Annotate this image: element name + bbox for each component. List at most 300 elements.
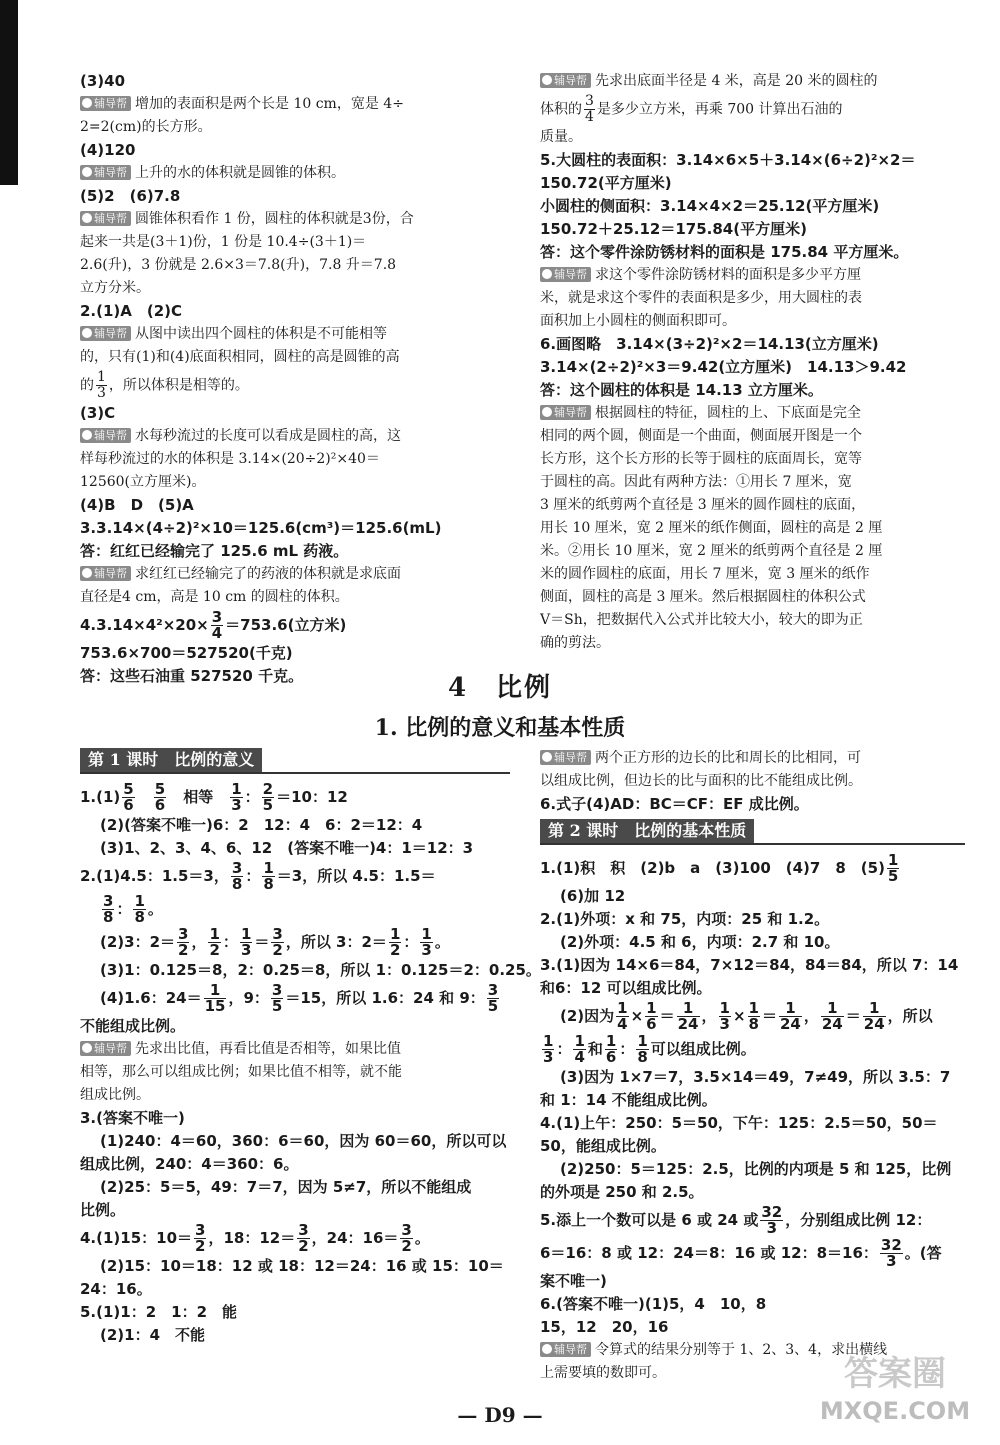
answer-line: 150.72＋25.12＝175.84(平方厘米)	[540, 220, 807, 238]
watermark-url: MXQE.COM	[819, 1397, 971, 1425]
answer-line: 立方分米。	[80, 280, 150, 296]
hint-tag-label: 辅导帮	[94, 429, 127, 442]
fraction-numerator: 1	[209, 925, 220, 943]
answer-line: 3 厘米的纸剪两个直径是 3 厘米的圆作圆柱的底面，	[540, 497, 866, 513]
page-number: — D9 —	[457, 1403, 543, 1427]
fraction-denominator: 3	[231, 796, 242, 814]
fraction	[420, 927, 432, 958]
fraction-denominator: 3	[766, 1219, 777, 1237]
hint-tag	[540, 405, 591, 420]
answer-text: 体积的	[540, 101, 582, 118]
fraction	[645, 1001, 657, 1032]
fraction	[636, 1034, 648, 1065]
fraction-denominator: 4	[617, 1015, 628, 1033]
fraction-denominator: 2	[401, 1237, 412, 1255]
answer-text: ×	[732, 1007, 746, 1025]
answer-line: 2.(1)A (2)C	[80, 302, 183, 320]
answer-line: 3.3.14×(4÷2)²×10＝125.6(cm³)＝125.6(mL)	[80, 519, 442, 537]
hint-tag-label: 辅导帮	[94, 327, 127, 340]
fraction	[748, 1001, 760, 1032]
fraction	[204, 983, 227, 1014]
fraction-numerator: 1	[204, 983, 227, 999]
answer-text: 相等	[168, 788, 229, 806]
answer-line: 的，只有(1)和(4)底面积相同，圆柱的高是圆锥的高	[80, 349, 400, 365]
fraction	[821, 1001, 844, 1032]
lesson-1-answers	[80, 780, 541, 1346]
answer-text: ＝	[254, 933, 270, 951]
fraction-numerator: 1	[231, 780, 242, 798]
page-edge-bar	[0, 0, 18, 185]
answer-line: (2)1：4 不能	[100, 1326, 206, 1344]
answer-line: (3)40	[80, 72, 126, 90]
fraction	[542, 1034, 554, 1065]
answer-line: (5)2 (6)7.8	[80, 187, 181, 205]
fraction	[880, 1238, 903, 1269]
hint-line	[540, 71, 965, 92]
fraction	[389, 927, 401, 958]
hint-text: 求红红已经输完了的药液的体积就是求底面	[135, 566, 401, 582]
hint-badge-icon	[82, 213, 92, 223]
hint-tag	[540, 73, 591, 88]
answer-text: ，24：16＝	[311, 1229, 399, 1247]
fraction	[271, 927, 283, 958]
hint-text: 求这个零件涂防锈材料的面积是多少平方厘	[595, 267, 861, 283]
fraction-numerator: 1	[863, 1001, 886, 1017]
answer-line: 和6：12 可以组成比例。	[540, 979, 712, 997]
answer-line: V＝Sh，把数据代入公式并比较大小，较大的即为正	[540, 612, 863, 628]
answer-text: 。	[434, 933, 450, 951]
answer-text: ，9：	[228, 989, 269, 1007]
hint-badge-icon	[542, 407, 552, 417]
fraction-numerator: 32	[880, 1236, 902, 1254]
answer-line	[80, 861, 510, 892]
hint-tag	[80, 211, 131, 226]
answer-line: 12560(立方厘米)。	[80, 474, 206, 490]
fraction-numerator: 1	[821, 1001, 844, 1017]
bottom-right-column	[540, 748, 965, 1386]
lesson-1-title: 第 1 课时 比例的意义	[80, 748, 262, 772]
hint-tag-label: 辅导帮	[554, 751, 587, 764]
fraction-numerator: 1	[134, 892, 145, 910]
answer-line	[540, 1034, 965, 1065]
fraction	[154, 782, 166, 813]
answer-line: 比例。	[80, 1201, 126, 1219]
answer-text: ：	[222, 933, 238, 951]
answer-line: 样每秒流过的水的体积是 3.14×(20÷2)²×40＝	[80, 451, 380, 467]
answer-line	[80, 610, 510, 641]
fraction-denominator: 6	[646, 1015, 657, 1033]
fraction-numerator: 3	[195, 1221, 206, 1239]
hint-tag	[80, 566, 131, 581]
fraction-denominator: 3	[719, 1015, 730, 1033]
fraction-denominator: 5	[271, 997, 283, 1015]
hint-tag	[80, 1041, 131, 1056]
hint-badge-icon	[542, 269, 552, 279]
hint-badge-icon	[542, 75, 552, 85]
fraction-denominator: 5	[887, 867, 899, 885]
fraction	[863, 1001, 886, 1032]
hint-tag	[80, 165, 131, 180]
answer-text: ，	[191, 933, 207, 951]
fraction-denominator: 2	[195, 1237, 206, 1255]
answer-line: (3)C	[80, 404, 116, 422]
fraction-denominator: 6	[154, 796, 166, 814]
answer-line: 米的圆作圆柱的底面，用长 7 厘米，宽 3 厘米的纸作	[540, 566, 870, 582]
answer-line	[80, 894, 510, 925]
fraction-numerator: 32	[761, 1203, 783, 1221]
fraction	[605, 1034, 617, 1065]
hint-text: 水每秒流过的长度可以看成是圆柱的高，这	[135, 428, 401, 444]
answer-line: 答：这个圆柱的体积是 14.13 立方厘米。	[540, 381, 823, 399]
fraction-denominator: 24	[863, 1015, 885, 1033]
fraction	[760, 1205, 783, 1236]
fraction	[231, 861, 243, 892]
fraction-denominator: 3	[97, 385, 106, 401]
answer-line: 6.(答案不唯一)(1)5，4 10，8	[540, 1295, 767, 1313]
answer-text: ＝10：12	[276, 788, 348, 806]
hint-line	[540, 748, 965, 769]
hint-line	[80, 1039, 510, 1060]
answer-line: (2)(答案不唯一)6：2 12：4 6：2＝12：4	[100, 816, 423, 834]
answer-line: 以组成比例，但边长的比与面积的比不能组成比例。	[540, 773, 862, 789]
answer-line: (3)1：0.125＝8，2：0.25＝8，所以 1：0.125＝2：0.25。	[100, 961, 541, 979]
fraction-numerator: 1	[421, 925, 432, 943]
hint-line	[80, 324, 510, 345]
lesson-2-answers	[540, 853, 965, 1384]
answer-text: ，	[701, 1007, 717, 1025]
answer-text: ＝15，所以 1.6：24 和 9：	[285, 989, 485, 1007]
fraction-numerator: 3	[231, 859, 243, 877]
fraction-numerator: 1	[263, 859, 274, 877]
fraction-numerator: 3	[271, 981, 283, 999]
watermark-logo	[800, 1352, 990, 1432]
answer-line: 面积加上小圆柱的侧面积即可。	[540, 313, 736, 329]
answer-text: ：	[245, 867, 261, 885]
fraction-denominator: 2	[389, 941, 401, 959]
answer-text: 可以组成比例。	[650, 1040, 756, 1058]
hint-tag-label: 辅导帮	[94, 97, 127, 110]
hint-line	[80, 426, 510, 447]
answer-line: 5.大圆柱的表面积：3.14×6×5＋3.14×(6÷2)²×2＝	[540, 151, 916, 169]
hint-tag-label: 辅导帮	[554, 406, 587, 419]
answer-text: ，所以	[887, 1007, 933, 1025]
answer-line	[540, 94, 965, 125]
lesson-1-header	[80, 748, 510, 774]
fraction-numerator: 1	[574, 1032, 585, 1050]
fraction-denominator: 3	[421, 941, 432, 959]
answer-text: 6＝16：8 或 12：24＝8：16 或 12：8＝16：	[540, 1244, 878, 1262]
fraction	[616, 1001, 628, 1032]
fraction	[297, 1223, 309, 1254]
fraction-denominator: 8	[263, 875, 274, 893]
fraction-denominator: 5	[487, 997, 499, 1015]
answer-line	[540, 1205, 965, 1236]
answer-line: 用长 10 厘米，宽 2 厘米的纸作侧面，圆柱的高是 2 厘	[540, 520, 883, 536]
hint-tag	[540, 750, 591, 765]
fraction	[211, 610, 223, 641]
fraction-denominator: 4	[211, 624, 223, 642]
answer-line: 3.(1)因为 14×6＝84，7×12＝84，84＝84，所以 7：14	[540, 956, 959, 974]
answer-line: 质量。	[540, 129, 582, 145]
hint-badge-icon	[82, 328, 92, 338]
answer-text: ，18：12＝	[208, 1229, 296, 1247]
fraction-denominator: 3	[543, 1048, 554, 1066]
hint-text: 根据圆柱的特征，圆柱的上、下底面是完全	[595, 405, 861, 421]
answer-line: 50，能组成比例。	[540, 1137, 666, 1155]
hint-tag-label: 辅导帮	[554, 74, 587, 87]
fraction-numerator: 3	[211, 608, 223, 626]
answer-line: (2)250：5＝125：2.5，比例的内项是 5 和 125，比例	[560, 1160, 952, 1178]
fraction-denominator: 2	[209, 941, 220, 959]
fraction-numerator: 1	[97, 369, 106, 385]
answer-line: 组成比例，240：4＝360：6。	[80, 1155, 299, 1173]
answer-text: (4)1.6：24＝	[100, 989, 202, 1007]
hint-tag	[80, 428, 131, 443]
fraction-denominator: 15	[204, 997, 226, 1015]
hint-badge-icon	[82, 167, 92, 177]
answer-line: (2)15：10＝18：12 或 18：12＝24：16 或 15：10＝	[100, 1257, 504, 1275]
answer-text: ＝753.6(立方米)	[225, 616, 347, 634]
hint-tag-label: 辅导帮	[94, 567, 127, 580]
answer-line: 组成比例。	[80, 1087, 150, 1103]
answer-line	[80, 782, 510, 813]
answer-line: 3.14×(2÷2)²×3＝9.42(立方厘米) 14.13＞9.42	[540, 358, 907, 376]
answer-line: (3)因为 1×7＝7，3.5×14＝49，7≠49，所以 3.5：7	[560, 1068, 951, 1086]
hint-text: 圆锥体积看作 1 份，圆柱的体积就是3份，合	[135, 211, 414, 227]
hint-line	[540, 265, 965, 286]
fraction-denominator: 6	[605, 1048, 617, 1066]
fraction-denominator: 24	[677, 1015, 699, 1033]
section-title: 1. 比例的意义和基本性质	[374, 715, 626, 741]
hint-line	[540, 403, 965, 424]
answer-text: ＝	[845, 1007, 861, 1025]
answer-line: 长方形，这个长方形的长等于圆柱的底面周长，宽等	[540, 451, 862, 467]
fraction-numerator: 1	[677, 1001, 700, 1017]
fraction-numerator: 1	[240, 925, 252, 943]
lesson-2-header	[540, 819, 965, 845]
answer-text: ：	[403, 933, 419, 951]
fraction-denominator: 2	[178, 941, 189, 959]
hint-text: 从图中读出四个圆柱的体积是不可能相等	[135, 326, 387, 342]
answer-text: (2)因为	[560, 1007, 615, 1025]
hint-tag-label: 辅导帮	[94, 1042, 127, 1055]
fraction-denominator: 2	[298, 1237, 309, 1255]
answer-text: 1.(1)	[80, 788, 121, 806]
hint-text: 增加的表面积是两个长是 10 cm，宽是 4÷	[135, 96, 404, 112]
fraction-denominator: 8	[134, 908, 145, 926]
answer-line: (4)B D (5)A	[80, 496, 194, 514]
hint-tag-label: 辅导帮	[554, 1343, 587, 1356]
fraction-numerator: 5	[123, 780, 134, 798]
answer-line: 753.6×700＝527520(千克)	[80, 644, 293, 662]
lesson-2-title: 第 2 课时 比例的基本性质	[540, 819, 754, 843]
fraction	[177, 927, 189, 958]
hint-badge-icon	[82, 98, 92, 108]
answer-line: 侧面，圆柱的高是 3 厘米。然后根据圆柱的体积公式	[540, 589, 866, 605]
fraction	[102, 894, 114, 925]
answer-text: 。(答	[904, 1244, 942, 1262]
answer-line: 6.画图略 3.14×(3÷2)²×2＝14.13(立方厘米)	[540, 335, 879, 353]
answer-text	[137, 788, 152, 806]
fraction-numerator: 3	[401, 1221, 412, 1239]
hint-tag	[540, 267, 591, 282]
fraction	[240, 927, 252, 958]
hint-line	[80, 209, 510, 230]
answer-line: 2.(1)外项：x 和 75，内项：25 和 1.2。	[540, 910, 830, 928]
answer-text: ＝3，所以 4.5：1.5＝	[276, 867, 436, 885]
answer-text: ，所以体积是相等的。	[108, 377, 249, 394]
hint-badge-icon	[542, 752, 552, 762]
fraction-numerator: 3	[103, 892, 114, 910]
answer-text: 1.(1)积 积 (2)b a (3)100 (4)7 8 (5)	[540, 859, 885, 877]
fraction-numerator: 1	[389, 925, 401, 943]
fraction-denominator: 8	[231, 875, 243, 893]
answer-text: 和	[587, 1040, 603, 1058]
fraction-numerator: 1	[637, 1032, 648, 1050]
answer-line: 上需要填的数即可。	[540, 1365, 666, 1381]
answer-text: ＝	[659, 1007, 675, 1025]
hint-text: 先求出底面半径是 4 米，高是 20 米的圆柱的	[595, 73, 878, 89]
fraction	[96, 370, 107, 401]
fraction-numerator: 1	[887, 851, 899, 869]
answer-line: 5.(1)1：2 1：2 能	[80, 1303, 238, 1321]
answer-text: ×	[630, 1007, 644, 1025]
hint-line	[80, 94, 510, 115]
answer-line: 直径是4 cm，高是 10 cm 的圆柱的体积。	[80, 589, 349, 605]
answer-text: 。	[147, 900, 163, 918]
answer-text: ：	[244, 788, 260, 806]
fraction-numerator: 1	[779, 1001, 802, 1017]
answer-text: 5.添上一个数可以是 6 或 24 或	[540, 1211, 759, 1229]
answer-text: ：	[556, 1040, 572, 1058]
fraction	[230, 782, 242, 813]
fraction-numerator: 3	[178, 925, 189, 943]
answer-line: 米。②用长 10 厘米，宽 2 厘米的纸剪两个直径是 2 厘	[540, 543, 883, 559]
answer-line: 的外项是 250 和 2.5。	[540, 1183, 704, 1201]
fraction-numerator: 1	[646, 999, 657, 1017]
answer-line: 3.(答案不唯一)	[80, 1109, 185, 1127]
fraction-numerator: 3	[298, 1221, 309, 1239]
fraction-numerator: 5	[154, 780, 166, 798]
bottom-left-column	[80, 748, 541, 1348]
answer-line: 于圆柱的高。因此有两种方法：①用长 7 厘米，宽	[540, 474, 852, 490]
answer-line: 15，12 20，16	[540, 1318, 669, 1336]
hint-badge-icon	[82, 568, 92, 578]
fraction-numerator: 1	[719, 999, 730, 1017]
answer-text: ＝	[761, 1007, 777, 1025]
answer-text: 4.(1)15：10＝	[80, 1229, 193, 1247]
hint-badge-icon	[82, 1043, 92, 1053]
fraction	[122, 782, 134, 813]
hint-line	[80, 564, 510, 585]
hint-badge-icon	[82, 430, 92, 440]
fraction	[677, 1001, 700, 1032]
answer-line: 不能组成比例。	[80, 1017, 186, 1035]
fraction	[262, 861, 274, 892]
answer-text: ，分别组成比例 12：	[785, 1211, 932, 1229]
fraction-denominator: 24	[779, 1015, 801, 1033]
hint-tag-label: 辅导帮	[554, 268, 587, 281]
fraction-denominator: 8	[748, 1015, 759, 1033]
answer-line: 起来一共是(3＋1)份，1 份是 10.4÷(3＋1)＝	[80, 234, 367, 250]
answer-line: 答：红红已经输完了 125.6 mL 药液。	[80, 542, 349, 560]
answer-text: ，所以 3：2＝	[285, 933, 387, 951]
answer-line	[540, 853, 965, 884]
hint-text: 两个正方形的边长的比和周长的比相同，可	[595, 750, 861, 766]
answer-line	[80, 927, 510, 958]
answer-line: (6)加 12	[560, 887, 626, 905]
fraction-numerator: 1	[605, 1032, 617, 1050]
fraction	[584, 94, 595, 125]
answer-line: (2)外项：4.5 和 6，内项：2.7 和 10。	[560, 933, 840, 951]
fraction	[194, 1223, 206, 1254]
hint-tag	[80, 96, 131, 111]
fraction	[887, 853, 899, 884]
answer-text: 。	[414, 1229, 430, 1247]
answer-text: 2.(1)4.5：1.5＝3，	[80, 867, 229, 885]
fraction	[262, 782, 274, 813]
hint-text: 上升的水的体积就是圆锥的体积。	[135, 165, 345, 181]
answer-line: 米，就是求这个零件的表面积是多少，用大圆柱的表	[540, 290, 862, 306]
answer-line	[540, 1001, 965, 1032]
hint-line	[80, 163, 510, 184]
lesson-1-continued	[540, 748, 965, 815]
answer-line	[540, 1238, 965, 1269]
fraction	[208, 927, 220, 958]
answer-text: ：	[116, 900, 132, 918]
answer-line: 确的剪法。	[540, 635, 610, 651]
fraction	[400, 1223, 412, 1254]
fraction-numerator: 2	[262, 780, 274, 798]
answer-line: (2)25：5＝5，49：7＝7，因为 5≠7，所以不能组成	[100, 1178, 472, 1196]
hint-text: 令算式的结果分别等于 1、2、3、4，求出横线	[595, 1342, 888, 1358]
answer-text: 的	[80, 377, 94, 394]
fraction	[271, 983, 283, 1014]
answer-line: 案不唯一)	[540, 1272, 607, 1290]
answer-line: 6.式子(4)AD：BC＝CF：EF 成比例。	[540, 795, 809, 813]
answer-line: 相同的两个圆，侧面是一个曲面，侧面展开图是一个	[540, 428, 862, 444]
answer-line	[80, 983, 510, 1014]
fraction-denominator: 4	[585, 109, 594, 125]
fraction-denominator: 6	[123, 796, 134, 814]
answer-line: 相等，那么可以组成比例；如果比值不相等，就不能	[80, 1064, 402, 1080]
fraction-denominator: 3	[240, 941, 252, 959]
fraction-denominator: 8	[103, 908, 114, 926]
top-right-column	[540, 71, 965, 656]
hint-tag-label: 辅导帮	[94, 166, 127, 179]
hint-tag	[80, 326, 131, 341]
answer-line: (3)1、2、3、4、6、12 (答案不唯一)4：1＝12：3	[100, 839, 474, 857]
fraction-denominator: 4	[574, 1048, 585, 1066]
answer-line: 小圆柱的侧面积：3.14×4×2＝25.12(平方厘米)	[540, 197, 880, 215]
fraction-numerator: 3	[585, 93, 594, 109]
fraction-denominator: 2	[272, 941, 283, 959]
top-left-column	[80, 71, 510, 689]
fraction-numerator: 1	[543, 1032, 554, 1050]
answer-line: 答：这些石油重 527520 千克。	[80, 667, 304, 685]
answer-line: (4)120	[80, 141, 136, 159]
fraction	[779, 1001, 802, 1032]
answer-line: 150.72(平方厘米)	[540, 174, 672, 192]
fraction-denominator: 8	[637, 1048, 648, 1066]
answer-text: ，	[803, 1007, 819, 1025]
watermark-text: 答案圈	[844, 1354, 946, 1394]
fraction	[133, 894, 145, 925]
chapter-title: 4 比例	[447, 673, 553, 703]
answer-line: 和 1：14 不能组成比例。	[540, 1091, 717, 1109]
fraction-denominator: 3	[886, 1252, 897, 1270]
fraction	[573, 1034, 585, 1065]
